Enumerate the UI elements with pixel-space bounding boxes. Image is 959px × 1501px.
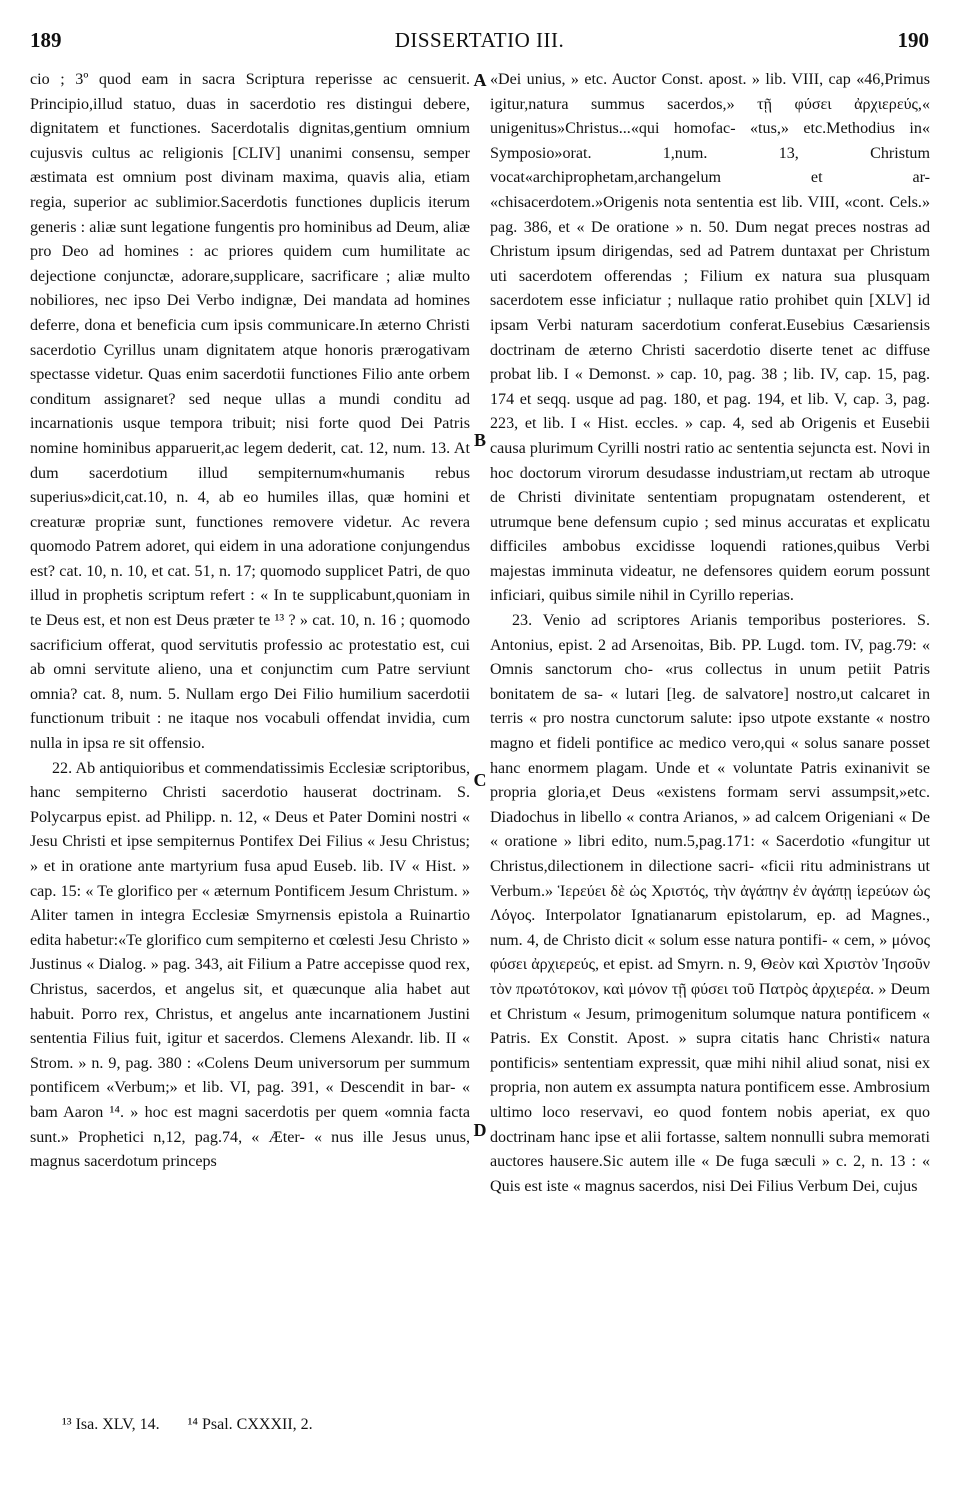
page-number-right: 190 [897,28,929,52]
running-title: DISSERTATIO III. [394,28,565,52]
footnote: ¹³ Isa. XLV, 14. [62,1416,160,1433]
footnotes [62,1416,662,1434]
footnote: ¹⁴ Psal. CXXXII, 2. [187,1416,313,1433]
margin-letter-b: B [473,430,486,450]
margin-letter-c: C [473,770,487,790]
margin-letter-a: A [473,70,487,90]
right-column [490,68,930,1398]
page-number-left: 189 [30,28,62,52]
paragraph: cio ; 3º quod eam in sacra Scriptura reperisse ac censuerit. Principio,illud statuo, duas in sacerdotio res distingui debere, dignitatem et functiones. Sacerdotalis dignitas,gentium omnium cujusvis cultus ac religionis [CLIV] unanimi consensu, semper æstimata est omnium post divinam maxima, quavis alia, etiam regia, superior ac sublimior.Sacerdotis functiones duplicis iterum generis : aliæ sunt legatione fungentis pro hominibus ad Deum, aliæ pro Deo ad homines : ac priores quidem cum humilitate ac dejectione conjunctæ, adorare,supplicare, sacrificare ; aliæ multo nobiliores, nec ipso Dei Verbo indignæ, Dei mandata ad homines deferre, dona et beneficia cum ipsis communicare.In æterno Christi sacerdotio Cyrillus unam dignitatem atque honoris prærogativam spectasse videtur. Quas enim sacerdotii functiones Filio ante orbem conditum assignaret? sed neque ullas a mundi conditu ad incarnationis usque tempora tribuit; nisi forte quod Dei Patris nomine hominibus apparuerit,ac legem dederit, cat. 12, num. 13. At dum sacerdotium illud sempiternum«humanis rebus superius»dicit,cat.10, n. 4, ab eo humiles illas, quæ homini et creaturæ propriæ sunt, functiones removere videtur. Ac revera quomodo Patrem adoret, qui eidem in una adoratione conjungendus est? cat. 10, n. 10, et cat. 51, n. 17; quomodo supplicet Patri, de quo illud in prophetis scriptum refert : « In te supplicabunt,quoniam in te Deus est, et non est Deus præter te ¹³ ? » cat. 10, n. 16 ; quomodo sacrificium offerat, quod servitutis professio ac protestatio est, cui ab omni servitute alieno, una et conjunctim cum Patre serviunt omnia? cat. 8, num. 5. Nullam ergo Dei Filio humilium sacerdotii functionum tribuit : ne itaque nos vocabuli offendat invidia, cum nulla in ipsa re sit offensio. [30,71,470,753]
paragraph: 23. Venio ad scriptores Arianis temporibus posteriores. S. Antonius, epist. 2 ad Arsenoitas, Bib. PP. Lugd. tom. IV, pag.79: « Omnis sanctorum cho- «rus collectus in unum petiit Patris bonitatem de sa- « lutari [leg. de salvatore] nostro,ut calcaret in terris « pro nostra cunctorum salute: ipso utpote exstante « nostro magno et fideli pontifice ac medico vero,qui « solus sanare posset hanc enormem plagam. Unde et « voluntate Patris exinanivit se propria gloria,et Deus «existens formam servi assumpsit,»etc. Diadochus in libello « contra Arianos, » ad calcem Origeniani « De « oratione » libri edito, num.5,pag.171: « Sacerdotio «fungitur ut Christus,dilectionem in dilectione sacri- «ficii ritu administrans ut Verbum.» Ἱερεύει δὲ ὡς Χριστός, τὴν ἀγάπην ἐν ἀγάπῃ ἱερεύων ὡς Λόγος. Interpolator Ignatianarum epistolarum, ep. ad Magnes., num. 4, de Christo dicit « solum esse natura pontifi- « cem, » μόνος φύσει ἀρχιερεύς, et epist. ad Smyrn. n. 9, Θεὸν καὶ Χριστὸν Ἰησοῦν τὸν πρωτότοκον, καὶ μόνον τῇ φύσει τοῦ Πατρὸς ἀρχιερέα. » Deum et Christum « Jesum, primogenitum solumque natura pontificem « Patris. Ex Constit. Apost. » supra citatis hanc Christi« natura pontificis» sententiam expressit, quæ mihi nihil aliud sonat, nisi ex propria, non autem ex assumpta natura pontificem esse. Ambrosium ultimo loco reservavi, eo quod fontem nobis aperiat, ex quo doctrinam hanc ipse et alii fortasse, saltem nonnulli subra memorati auctores hausere.Sic autem ille « De fuga sæculi » c. 2, n. 13 : « Quis est iste « magnus sacerdos, nisi Dei Filius Verbum Dei, cujus [490,612,930,1195]
page-header [30,28,929,58]
paragraph: «Dei unius, » etc. Auctor Const. apost. » lib. VIII, cap «46,Primus igitur,natura summus sacerdos,» τῇ φύσει ἀρχιερεύς,« unigenitus»Christus...«qui homofac- «tus,» etc.Methodius in« Symposio»orat. 1,num. 13, Christum vocat«archiprophetam,archangelum et ar- «chisacerdotem.»Origenis nota sententia est lib. VIII, «cont. Cels.» pag. 386, et « De oratione » n. 50. Dum negat preces nostras ad Christum ipsum dirigendas, sed ad Patrem duntaxat per Christum uti sacerdotem offerendas ; Filium ex natura sua plusquam sacerdotem esse inficiatur ; nullaque ratio prohibet quin [XLV] id ipsam Verbi naturam sacerdotium conferat.Eusebius Cæsariensis doctrinam de æterno Christi sacerdotio diserte tenet ac diffuse probat lib. I « Demonst. » cap. 10, pag. 38 ; lib. IV, cap. 15, pag. 174 et seqq. usque ad pag. 180, et pag. 194, et lib. V, cap. 3, pag. 223, et lib. I « Hist. eccles. » cap. 4, sed ab Origenis et Eusebii causa plurimum Cyrilli nostri ratio ac sententia sejuncta est. Novi in hoc doctorum virorum desudasse industriam,ut rectam ab utroque de Christi divinitate sententiam propugnatam ostenderent, et utrumque bene defensum cupio ; sed minus accuratas et explicatu difficiles ambobus excidisse loquendi rationes,quibus Verbi majestas imminuta videatur, ne defensores quidem eorum possunt inficiari, quibus simile nihil in Cyrillo reperias. [490,71,930,605]
left-column [30,68,470,1398]
paragraph: 22. Ab antiquioribus et commendatissimis Ecclesiæ scriptoribus, hanc sempiterno Christi sacerdotio hauserat doctrinam. S. Polycarpus epist. ad Philipp. n. 12, « Deus et Pater Domini nostri « Jesu Christi et ipse sempiternus Pontifex Dei Filius « Jesu Christus; » et in oratione ante martyrium fusa apud Euseb. lib. IV « Hist. » cap. 15: « Te glorifico per « æternum Pontificem Jesum Christum. » Aliter tamen in integra Ecclesiæ Smyrnensis epistola a Ruinartio edita habetur:«Te glorifico cum sempiterno et cœlesti Jesu Christo » Justinus « Dialog. » pag. 343, ait Filium a Patre accepisse quod rex, Christus, sacerdos, et angelus sit, et quæcunque alia habet aut habuit. Porro rex, Christus, et angelus ante incarnationem Justini sententia Filius fuit, igitur et sacerdos. Clemens Alexandr. lib. II « Strom. » n. 9, pag. 380 : «Colens Deum universorum per summum pontificem «Verbum;» et lib. VI, pag. 391, « Descendit in bar- « bam Aaron ¹⁴. » hoc est magni sacerdotis per quem «omnia facta sunt.» Prophetici n,12, pag.74, « Æter- « nus ille Jesus unus, magnus sacerdotum princeps [30,759,470,1171]
margin-letter-d: D [473,1120,487,1140]
